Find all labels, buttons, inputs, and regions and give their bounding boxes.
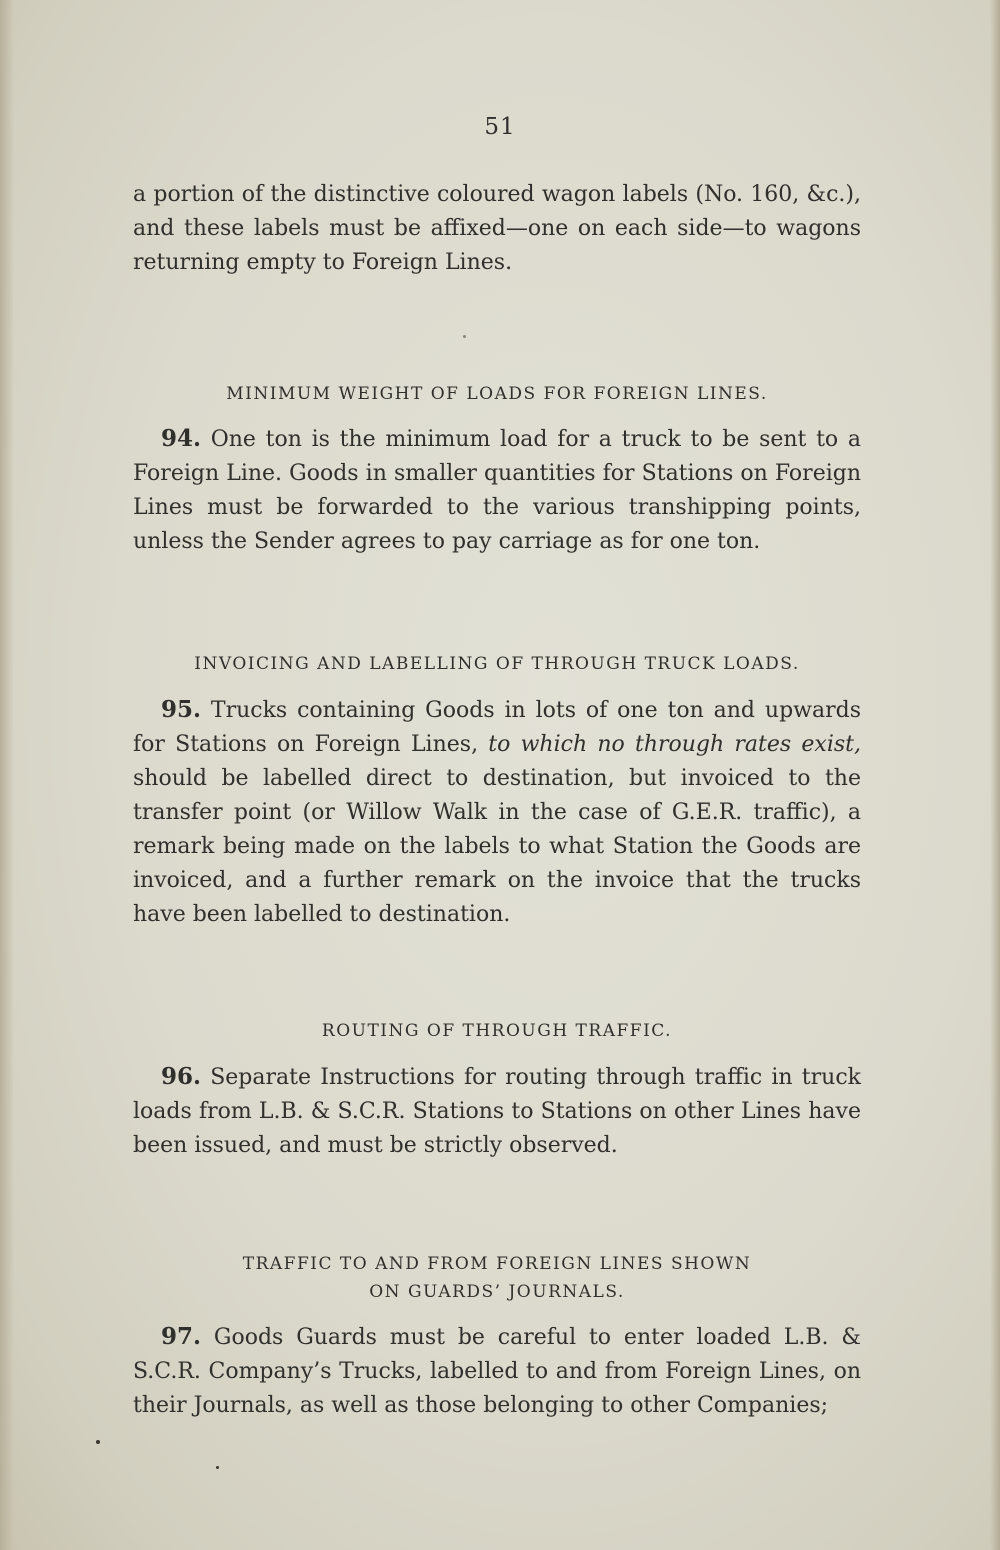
- section-97-block: [133, 1320, 861, 1423]
- page-number: 51: [484, 114, 516, 140]
- section-97-heading-line-1: TRAFFIC TO AND FROM FOREIGN LINES SHOWN: [242, 1254, 752, 1274]
- section-95-block: [133, 693, 861, 932]
- page-edge-left: [0, 0, 14, 1550]
- section-95-paragraph: [133, 693, 861, 932]
- intro-paragraph: a portion of the distinctive coloured wagon labels (No. 160, &c.), and these labels must be affixed—one on each side—to wagons returning empty to Foreign Lines.: [133, 182, 861, 275]
- section-97-paragraph: [133, 1320, 861, 1423]
- page-edge-right: [990, 0, 1000, 1550]
- ink-speck: [463, 335, 466, 338]
- section-96-block: [133, 1060, 861, 1163]
- section-95-number: 95.: [161, 696, 202, 723]
- section-95-text-italic: to which no through rates exist,: [488, 732, 861, 757]
- section-94-paragraph: [133, 422, 861, 559]
- section-95-heading: INVOICING AND LABELLING OF THROUGH TRUCK LOADS.: [194, 654, 800, 674]
- section-97-text: Goods Guards must be careful to enter loaded L.B. & S.C.R. Company’s Trucks, labelled to and from Foreign Lines, on their Journals, as well as those belonging to other Companies;: [133, 1325, 861, 1418]
- section-94-text: One ton is the minimum load for a truck to be sent to a Foreign Line. Goods in smaller quantities for Stations on Foreign Lines must be forwarded to the various transhipping points, unless the Sender agrees to pay carriage as for one ton.: [133, 427, 861, 554]
- section-96-heading: ROUTING OF THROUGH TRAFFIC.: [321, 1021, 673, 1041]
- ink-speck: [216, 1466, 219, 1469]
- section-96-paragraph: [133, 1060, 861, 1163]
- section-95-text-before: Trucks containing Goods in lots of one ton and upwards for Stations on Foreign Lines,: [133, 698, 861, 757]
- intro-paragraph-block: [133, 178, 861, 280]
- section-97-heading-line-2: ON GUARDS’ JOURNALS.: [369, 1282, 625, 1302]
- section-94-block: [133, 422, 861, 559]
- section-95-text-after: should be labelled direct to destination, but invoiced to the transfer point (or Willow Walk in the case of G.E.R. traffic), a remark being made on the labels to what Station the Goods are invoiced, and a further remark on the invoice that the trucks have been labelled to destination.: [133, 766, 861, 927]
- section-94-heading: MINIMUM WEIGHT OF LOADS FOR FOREIGN LINES.: [226, 384, 768, 404]
- section-96-number: 96.: [161, 1063, 202, 1090]
- section-94-number: 94.: [161, 425, 202, 452]
- section-97-number: 97.: [161, 1323, 202, 1350]
- ink-speck: [96, 1440, 100, 1444]
- section-96-text: Separate Instructions for routing through traffic in truck loads from L.B. & S.C.R. Stations to Stations on other Lines have been issued, and must be strictly observed.: [133, 1065, 861, 1158]
